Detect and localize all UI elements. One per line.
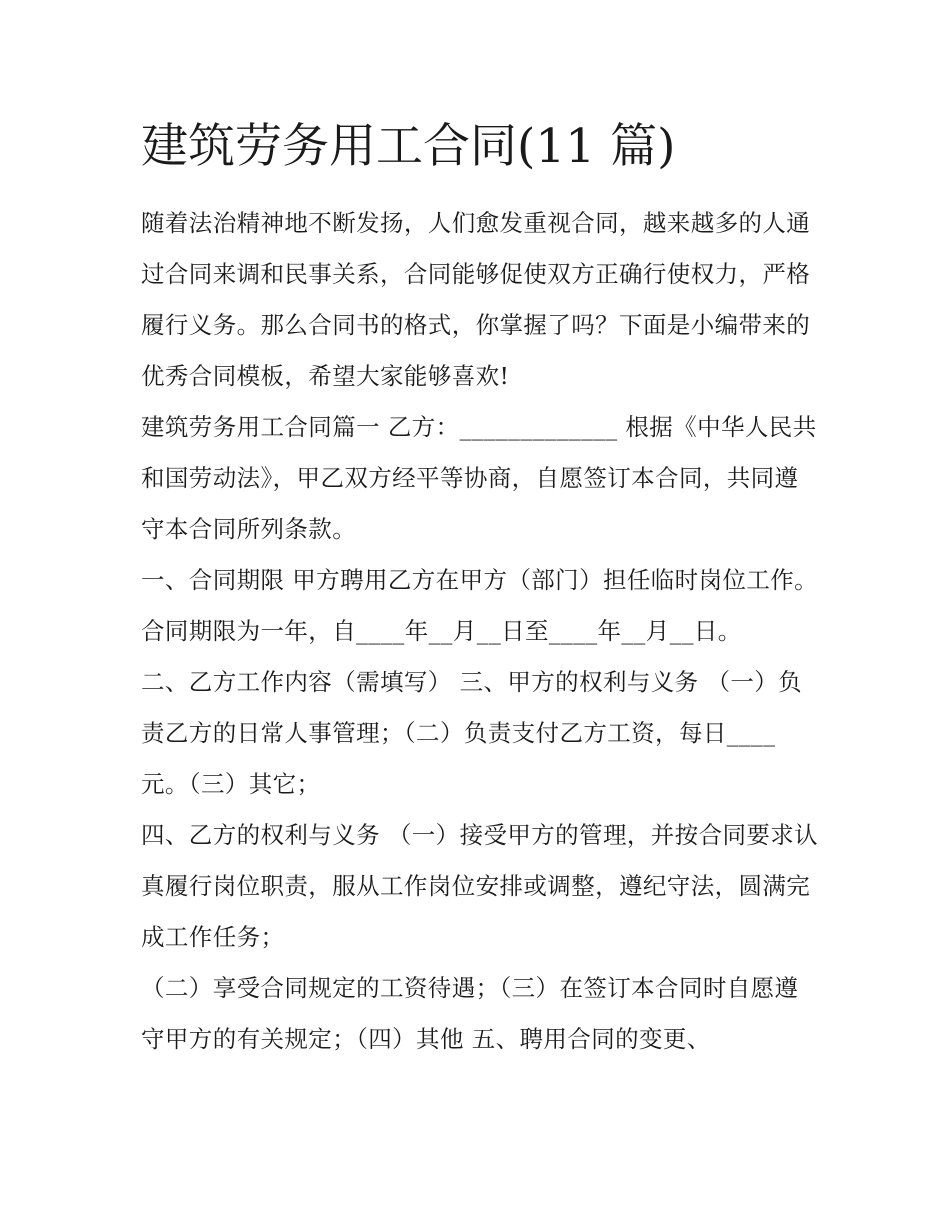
document-title: 建筑劳务用工合同(11 篇)	[141, 119, 676, 174]
paragraph-intro: 随着法治精神地不断发扬，人们愈发重视合同，越来越多的人通过合同来调和民事关系，合同能够促使双方正确行使权力，严格履行义务。那么合同书的格式，你掌握了吗？下面是小编带来的优秀合同模板，希望大家能够喜欢!	[141, 209, 811, 390]
paragraph-party-b-rights: （二）享受合同规定的工资待遇；（三）在签订本合同时自愿遵守甲方的有关规定；（四）其他 五、聘用合同的变更、	[141, 974, 799, 1053]
document-page	[141, 116, 821, 1065]
paragraph-party-a-duties: 二、乙方工作内容（需填写） 三、甲方的权利与义务 （一）负责乙方的日常人事管理；（二）负责支付乙方工资，每日____元。（三）其它；	[141, 668, 803, 798]
paragraph-contract-term: 一、合同期限 甲方聘用乙方在甲方（部门）担任临时岗位工作。合同期限为一年，自____年__月__日至____年__月__日。	[141, 566, 819, 645]
paragraph-contract-1-preamble: 建筑劳务用工合同篇一 乙方：_____________ 根据《中华人民共和国劳动法》，甲乙双方经平等协商，自愿签订本合同，共同遵守本合同所列条款。	[141, 413, 817, 543]
paragraph-party-b-duties: 四、乙方的权利与义务 （一）接受甲方的管理，并按合同要求认真履行岗位职责，服从工作岗位安排或调整，遵纪守法，圆满完成工作任务；	[141, 821, 819, 951]
